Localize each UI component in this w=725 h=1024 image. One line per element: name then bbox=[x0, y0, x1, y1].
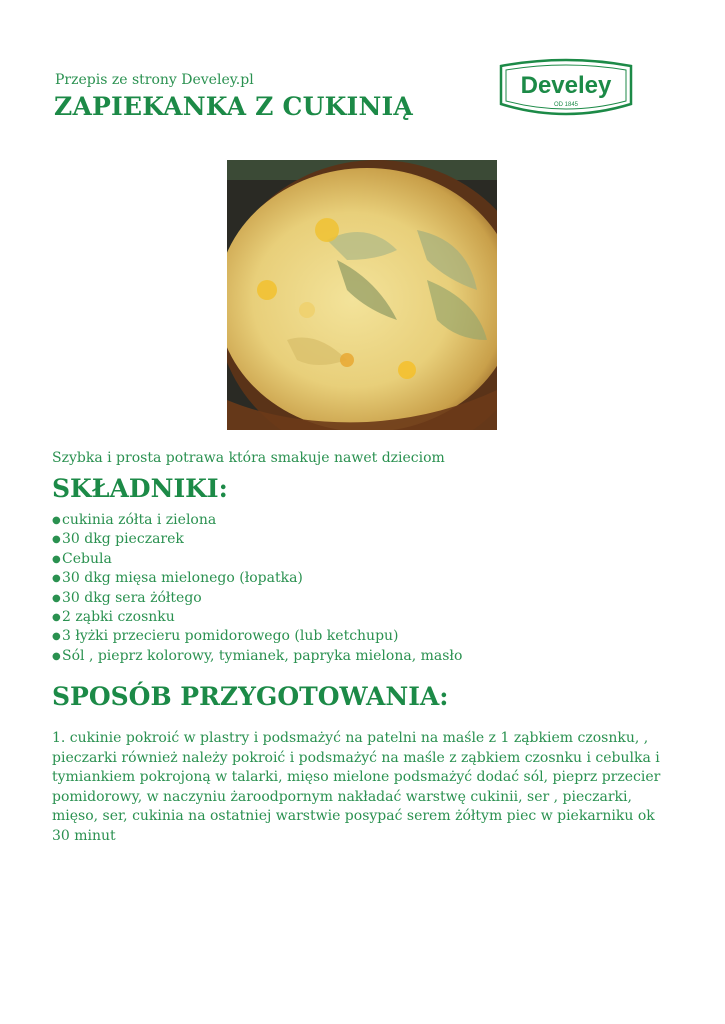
list-item: ● Cebula bbox=[52, 550, 462, 569]
list-item: ● 30 dkg mięsa mielonego (łopatka) bbox=[52, 569, 462, 588]
svg-text:Develey: Develey bbox=[520, 72, 612, 99]
bullet-icon: ● bbox=[52, 612, 61, 624]
bullet-icon: ● bbox=[52, 650, 61, 662]
ingredients-list bbox=[52, 511, 462, 666]
source-line: Przepis ze strony Develey.pl bbox=[55, 72, 254, 88]
list-item: ● 30 dkg sera żółtego bbox=[52, 589, 462, 608]
list-item: ● 30 dkg pieczarek bbox=[52, 530, 462, 549]
list-item: ● 2 ząbki czosnku bbox=[52, 608, 462, 627]
recipe-title: ZAPIEKANKA Z CUKINIĄ bbox=[54, 92, 413, 121]
list-item: ● 3 łyżki przecieru pomidorowego (lub ketchupu) bbox=[52, 627, 462, 646]
ingredients-heading: SKŁADNIKI: bbox=[52, 474, 228, 503]
bullet-icon: ● bbox=[52, 515, 61, 526]
bullet-icon: ● bbox=[52, 573, 61, 585]
preparation-heading: SPOSÓB PRZYGOTOWANIA: bbox=[52, 682, 449, 711]
bullet-icon: ● bbox=[52, 553, 61, 565]
bullet-icon: ● bbox=[52, 534, 61, 546]
svg-text:OD 1845: OD 1845 bbox=[553, 102, 579, 108]
list-item: ● cukinia zółta i zielona bbox=[52, 511, 462, 530]
list-item: ● Sól , pieprz kolorowy, tymianek, papryka mielona, masło bbox=[52, 647, 462, 666]
bullet-icon: ● bbox=[52, 592, 61, 604]
preparation-text: 1. cukinie pokroić w plastry i podsmażyć na patelni na maśle z 1 ząbkiem czosnku, , pieczarki również należy pokroić i podsmażyć na maśle z ząbkiem czosnku i cebulka i tymiankiem pokrojoną w talarki, mięso mielone podsmażyć dodać sól, pieprz przecier pomidorowy, w naczyniu żaroodpornym nakładać warstwę cukinii, ser , pieczarki, mięso, ser, cukinia na ostatniej warstwie posypać serem żółtym piec w piekarniku ok 30 minut bbox=[52, 730, 661, 844]
casserole-photo bbox=[227, 160, 497, 430]
intro-text: Szybka i prosta potrawa która smakuje nawet dzieciom bbox=[52, 450, 445, 466]
develey-logo bbox=[497, 58, 635, 120]
bullet-icon: ● bbox=[52, 631, 61, 643]
